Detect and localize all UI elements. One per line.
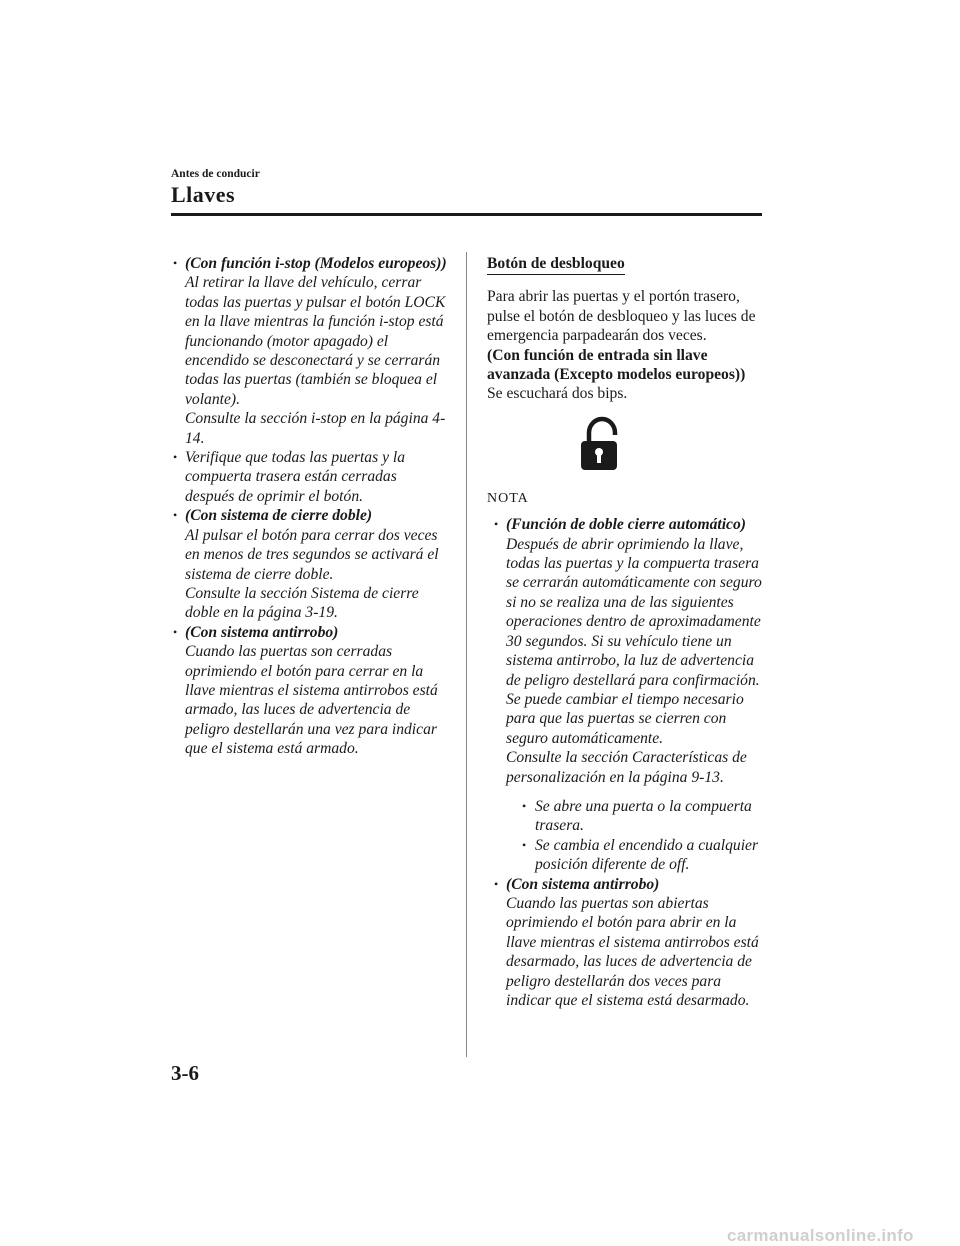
sub-list-item: [520, 797, 767, 836]
item-title: (Con sistema antirrobo): [185, 623, 339, 641]
sub-list-item: [520, 836, 767, 875]
note-body: [487, 515, 767, 1010]
bullet-dot: •: [494, 517, 499, 532]
page-number: 3-6: [171, 1061, 199, 1085]
item-text: Cuando las puertas son abiertas oprimiendo el botón para abrir en la llave mientras el sistema antirrobos está desarmado, las luces de advertencia de peligro destellarán dos veces para indicar que el sistema está desarmado.: [506, 894, 759, 1009]
beeps-text: Se escuchará dos bips.: [487, 385, 628, 403]
list-item: [170, 506, 450, 622]
item-text: Al pulsar el botón para cerrar dos veces en menos de tres segundos se activará el sistema de cierre doble.: [185, 526, 439, 583]
list-item: [491, 875, 767, 1011]
item-text: Consulte la sección Sistema de cierre doble en la página 3-19.: [185, 584, 419, 622]
item-title: (Con sistema antirrobo): [506, 875, 660, 893]
intro-text: Para abrir las puertas y el portón trasero, pulse el botón de desbloqueo y las luces de emergencia parpadearán dos veces.: [487, 288, 756, 345]
column-divider: [466, 252, 467, 1057]
item-title: (Con sistema de cierre doble): [185, 507, 373, 525]
section-subheading: Botón de desbloqueo: [487, 254, 625, 275]
item-text: Consulte la sección Características de personalización en la página 9-13.: [506, 749, 747, 786]
sub-list: [506, 797, 767, 875]
header-divider: [171, 213, 762, 216]
bullet-dot: •: [173, 256, 178, 270]
item-title: (Con función i-stop (Modelos europeos)): [185, 255, 447, 272]
list-item: [170, 254, 450, 448]
item-text: Consulte la sección i-stop en la página 4-14.: [185, 410, 446, 447]
item-text: Verifique que todas las puertas y la compuerta trasera están cerradas después de oprimir el botón.: [185, 449, 406, 505]
site-watermark: carmanualsonline.info: [727, 1226, 914, 1245]
unlock-icon: [576, 416, 634, 474]
page-title: Llaves: [171, 182, 236, 207]
item-text: Después de abrir oprimiendo la llave, todas las puertas y la compuerta trasera se cerrarán automáticamente con seguro si no se realiza una de las siguientes operaciones dentro de aproximadamente 30 segundos. Si su vehículo tiene un sistema antirrobo, la luz de advertencia de peligro destellará para confirmación.: [506, 535, 762, 689]
left-column: [170, 254, 450, 759]
unlock-icon-wrap: [487, 416, 767, 478]
list-item: [170, 448, 450, 506]
item-text: Al retirar la llave del vehículo, cerrar todas las puertas y pulsar el botón LOCK en la llave mientras la función i-stop está funcionando (motor apagado) el encendido se desconectará y se cerrarán todas las puertas (también se bloquea el volante).: [185, 274, 446, 408]
item-text: Se abre una puerta o la compuerta trasera.: [535, 797, 752, 835]
list-item: [491, 515, 767, 874]
right-column: [487, 254, 767, 1010]
section-label: Antes de conducir: [171, 168, 260, 180]
item-text: Se puede cambiar el tiempo necesario para que las puertas se cierren con seguro automáticamente.: [506, 690, 744, 747]
bullet-dot: •: [173, 450, 178, 465]
item-text: Se cambia el encendido a cualquier posición diferente de off.: [535, 836, 759, 874]
note-label: NOTA: [487, 490, 529, 506]
condition-text: (Con función de entrada sin llave avanzada (Excepto modelos europeos)): [487, 346, 746, 384]
bullet-dot: •: [494, 876, 499, 891]
bullet-dot: •: [173, 624, 178, 639]
list-item: [170, 623, 450, 759]
item-text: Cuando las puertas son cerradas oprimiendo el botón para cerrar en la llave mientras el sistema antirrobos está armado, las luces de advertencia de peligro destellarán una vez para indicar que el sistema está armado.: [185, 643, 438, 758]
bullet-dot: •: [522, 798, 527, 813]
bullet-dot: •: [173, 508, 178, 523]
item-title: (Función de doble cierre automático): [506, 516, 746, 534]
bullet-dot: •: [522, 837, 527, 852]
